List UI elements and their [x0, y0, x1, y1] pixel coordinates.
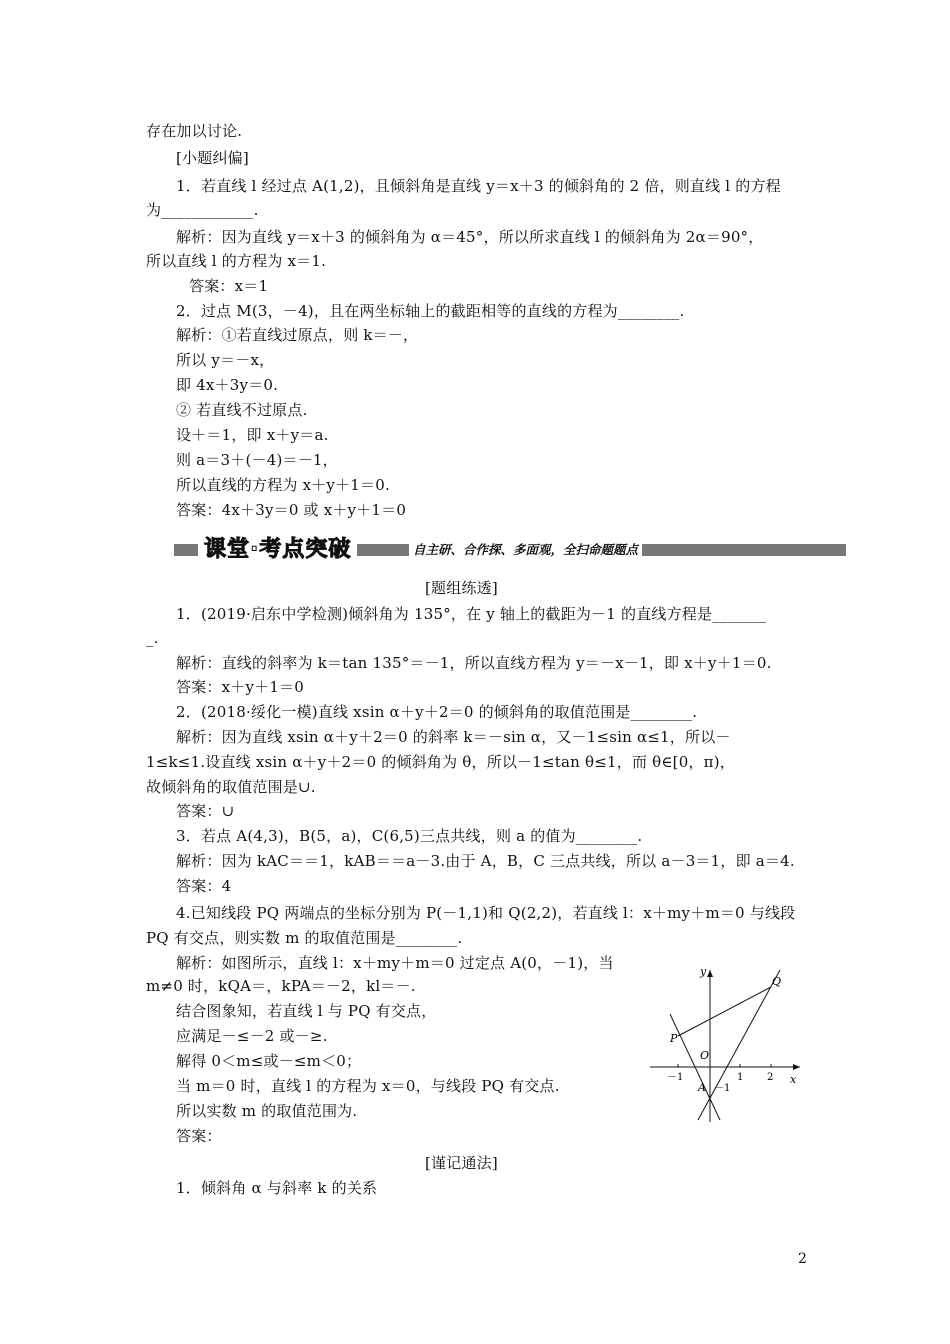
label-y: y	[700, 965, 707, 978]
section-banner	[174, 536, 846, 564]
solution-line: 解析：直线的斜率为 k＝tan 135°＝－1，所以直线方程为 y＝－x－1，即 x＋y＋1＝0.	[176, 654, 772, 672]
answer-line: 答案：x＋y＋1＝0	[176, 678, 305, 696]
y-axis-arrow	[707, 970, 713, 977]
text-line: 设＋＝1，即 x＋y＝a.	[176, 426, 329, 444]
text-line: 存在加以讨论.	[146, 122, 243, 140]
text-line: m≠0 时，kQA＝，kPA＝－2，kl＝－.	[146, 977, 416, 995]
answer-line: 答案：4	[176, 877, 232, 895]
banner-title: 课堂·考点突破	[198, 536, 357, 564]
label-y-neg1: －1	[714, 1083, 731, 1094]
label-x: x	[790, 1073, 797, 1086]
solution-line: 解析：因为直线 xsin α＋y＋2＝0 的斜率 k＝－sin α，又－1≤sin α≤1，所以－	[176, 728, 731, 746]
text-line: 故倾斜角的取值范围是∪.	[146, 778, 316, 796]
answer-line: 答案：4x＋3y＝0 或 x＋y＋1＝0	[176, 501, 407, 519]
text-line: 为____________.	[146, 201, 259, 219]
text-line: 1≤k≤1.设直线 xsin α＋y＋2＝0 的倾斜角为 θ，所以－1≤tan θ≤1，而 θ∈[0，π)，	[146, 753, 735, 771]
question-2: 2．(2018·绥化一模)直线 xsin α＋y＋2＝0 的倾斜角的取值范围是________.	[176, 703, 698, 721]
solution-line: 解析：如图所示，直线 l：x＋my＋m＝0 过定点 A(0，－1)，当	[176, 954, 614, 972]
text-line: 所以实数 m 的取值范围为.	[176, 1102, 358, 1120]
text-line: 即 4x＋3y＝0.	[176, 376, 279, 394]
page-number: 2	[798, 1251, 807, 1267]
text-line: 所以直线的方程为 x＋y＋1＝0.	[176, 476, 390, 494]
coordinate-figure	[640, 962, 810, 1122]
question-2: 2．过点 M(3，－4)，且在两坐标轴上的截距相等的直线的方程为________.	[176, 302, 685, 320]
answer-line: 答案：x＝1	[189, 277, 269, 295]
x-axis-arrow	[793, 1064, 800, 1070]
text-line: 所以直线 l 的方程为 x＝1.	[146, 252, 327, 270]
section-heading: [谨记通法]	[425, 1154, 498, 1172]
label-a: A	[698, 1081, 706, 1094]
text-line: 所以 y＝－x，	[176, 351, 275, 369]
text-line: ② 若直线不过原点.	[176, 401, 308, 419]
text-line: 结合图象知，若直线 l 与 PQ 有交点，	[176, 1002, 437, 1020]
question-3: 3．若点 A(4,3)，B(5，a)，C(6,5)三点共线，则 a 的值为________.	[176, 827, 643, 845]
text-line: 当 m＝0 时，直线 l 的方程为 x＝0，与线段 PQ 有交点.	[176, 1077, 560, 1095]
label-x-1: 1	[737, 1072, 744, 1083]
text-line: PQ 有交点，则实数 m 的取值范围是________.	[146, 929, 463, 947]
solution-line: 解析：因为直线 y＝x＋3 的倾斜角为 α＝45°，所以所求直线 l 的倾斜角为 2α＝90°，	[176, 228, 764, 246]
question-4: 4.已知线段 PQ 两端点的坐标分别为 P(－1,1)和 Q(2,2)，若直线 l：x＋my＋m＝0 与线段	[176, 904, 796, 922]
label-p: P	[670, 1032, 678, 1045]
answer-line: 答案：	[176, 1127, 222, 1145]
text-line: 解得 0＜m≤或－≤m＜0；	[176, 1052, 362, 1070]
solution-line: 解析：①若直线过原点，则 k＝－，	[176, 326, 419, 344]
text-line: 应满足－≤－2 或－≥.	[176, 1027, 328, 1045]
question-1: 1．若直线 l 经过点 A(1,2)，且倾斜角是直线 y＝x＋3 的倾斜角的 2 倍，则直线 l 的方程	[176, 177, 781, 195]
question-1: 1．(2019·启东中学检测)倾斜角为 135°，在 y 轴上的截距为－1 的直线方程是_______	[176, 605, 767, 623]
banner-subtitle: 自主研、合作探、多面观，全扫命题题点	[409, 541, 642, 559]
text-line: 1．倾斜角 α 与斜率 k 的关系	[176, 1179, 378, 1197]
section-heading: [小题纠偏]	[176, 149, 249, 167]
solution-line: 解析：因为 kAC＝＝1，kAB＝＝a－3.由于 A，B，C 三点共线，所以 a－3＝1，即 a＝4.	[176, 852, 795, 870]
label-origin: O	[700, 1049, 710, 1062]
label-x-2: 2	[767, 1072, 774, 1083]
text-line: _.	[146, 629, 159, 647]
text-line: 则 a＝3＋(－4)＝－1，	[176, 451, 338, 469]
answer-line: 答案：∪	[176, 802, 235, 820]
section-heading: [题组练透]	[425, 579, 498, 597]
label-q: Q	[772, 975, 782, 988]
label-x-neg1: －1	[667, 1072, 684, 1083]
